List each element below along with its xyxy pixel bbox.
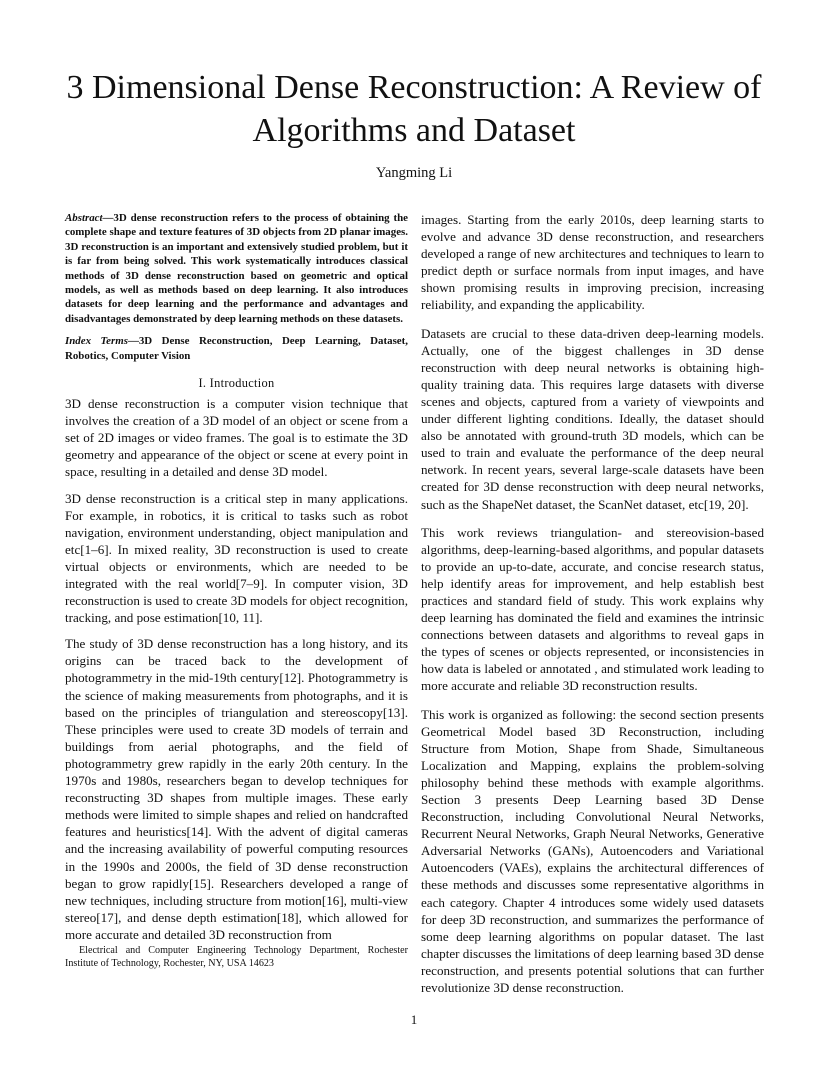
section-heading: I. Introduction xyxy=(198,376,275,391)
index-terms-text: —3D Dense Reconstruction, Deep Learning, Dataset, Robotics, Computer Vision xyxy=(65,335,408,362)
body-paragraph: The study of 3D dense reconstruction has a long history, and its origins can be traced back to the development of photogrammetry in the mid-19th century[12]. Photogrammetry is the science of making measurements from photographs, and it is based on the principles of triangulation and stereoscopy[13]. These principles were used to create 3D models of terrain and buildings from aerial photographs, and the field of photogrammetry grew rapidly in the early 20th century. In the 1970s and 1980s, researchers began to develop techniques for reconstructing 3D shapes from multiple images. These early methods were limited to simple shapes and relied on handcrafted features and heuristics[14]. With the advent of digital cameras and the increasing availability of powerful computing resources in the 1990s and 2000s, the field of 3D dense reconstruction began to grow rapidly[15]. Researchers developed a range of new techniques, including structure from motion[16], multi-view stereo[17], and dense depth estimation[18], which allowed for more accurate and detailed 3D reconstruction from xyxy=(65,636,408,942)
right-column xyxy=(421,211,764,1007)
left-column xyxy=(65,211,408,952)
page-number: 1 xyxy=(410,1012,418,1027)
paper-title: 3 Dimensional Dense Reconstruction: A Review of Algorithms and Dataset xyxy=(66,69,762,149)
body-paragraph: This work reviews triangulation- and stereovision-based algorithms, deep-learning-based algorithms, and popular datasets to provide an up-to-date, accurate, and concise research status, help identify areas for improvement, and help establish best practices and standard field of study. This work explains why deep learning has dominated the field and examines the intrinsic connections between datasets and algorithms to reveal gaps in the types of scenes or objects represented, or inconsistencies in how data is labeled or annotated , and stimulated work leading to more accurate and reliable 3D reconstruction results. xyxy=(421,524,764,694)
index-terms-lead: Index Terms xyxy=(65,335,128,348)
index-terms xyxy=(65,334,408,363)
body-paragraph: This work is organized as following: the second section presents Geometrical Model based 3D Reconstruction, including Structure from Motion, Shape from Shade, Simultaneous Localization and Mapping, explains the problem-solving philosophy behind these methods with example algorithms. Section 3 presents Deep Learning based 3D Dense Reconstruction, including Convolutional Neural Networks, Recurrent Neural Networks, Graph Neural Networks, Generative Adversarial Networks (GANs), Autoencoders and Variational Autoencoders (VAEs), explains the architectural differences of these methods and discusses some representative algorithms in each category. Chapter 4 introduces some widely used datasets for deep 3D reconstruction, and summarizes the performance of some deep learning algorithms on popular dataset. The last chapter discusses the limitations of deep learning based 3D dense reconstruction, and presents potential solutions that can further revolutionize 3D dense reconstruction. xyxy=(421,706,764,996)
body-paragraph: 3D dense reconstruction is a computer vision technique that involves the creation of a 3D model of an object or scene from a set of 2D images or video frames. The goal is to estimate the 3D geometry and appearance of the object or scene at every point in space, resulting in a detailed and dense 3D model. xyxy=(65,396,408,480)
body-paragraph: Datasets are crucial to these data-driven deep-learning models. Actually, one of the biggest challenges in 3D dense reconstruction with deep neural networks is obtaining high-quality training data. This requires large datasets with diverse scenes and objects, captured from a variety of viewpoints and under different lighting conditions. Ideally, the dataset should also be annotated with ground-truth 3D models, which can be used to train and evaluate the performance of the deep neural network. In recent years, several large-scale datasets have been created for 3D dense reconstruction with deep neural networks, such as the ShapeNet dataset, the ScanNet dataset, etc[19, 20]. xyxy=(421,325,764,512)
abstract xyxy=(65,211,408,326)
author-name: Yangming Li xyxy=(375,165,453,181)
abstract-lead: Abstract xyxy=(65,212,103,224)
body-paragraph: 3D dense reconstruction is a critical step in many applications. For example, in robotics, it is critical to tasks such as robot navigation, environment understanding, object manipulation and etc[1–6]. In mixed reality, 3D reconstruction is used to create virtual objects or environments, which are needed to be integrated with the real world[7–9]. In computer vision, 3D reconstruction is used to create 3D models for object recognition, tracking, and pose estimation[10, 11]. xyxy=(65,490,408,626)
abstract-text: —3D dense reconstruction refers to the process of obtaining the complete shape and texture features of 3D objects from 2D planar images. 3D reconstruction is an important and extensively studied problem, but it is far from being solved. This work systematically introduces classical methods of 3D dense reconstruction based on geometric and optical models, as well as methods based on deep learning. It also introduces datasets for deep learning and the performance and advantages and disadvantages demonstrated by deep learning methods on these datasets. xyxy=(65,212,408,325)
body-paragraph: images. Starting from the early 2010s, deep learning starts to evolve and advance 3D dense reconstruction, and researchers developed a range of new architectures and techniques to learn to predict depth or surface normals from input images, and have shown promising results in improving precision, increasing reliability, and expanding the applicability. xyxy=(421,212,764,313)
affiliation-footnote: Electrical and Computer Engineering Technology Department, Rochester Institute of Technology, Rochester, NY, USA 14623 xyxy=(65,945,408,969)
